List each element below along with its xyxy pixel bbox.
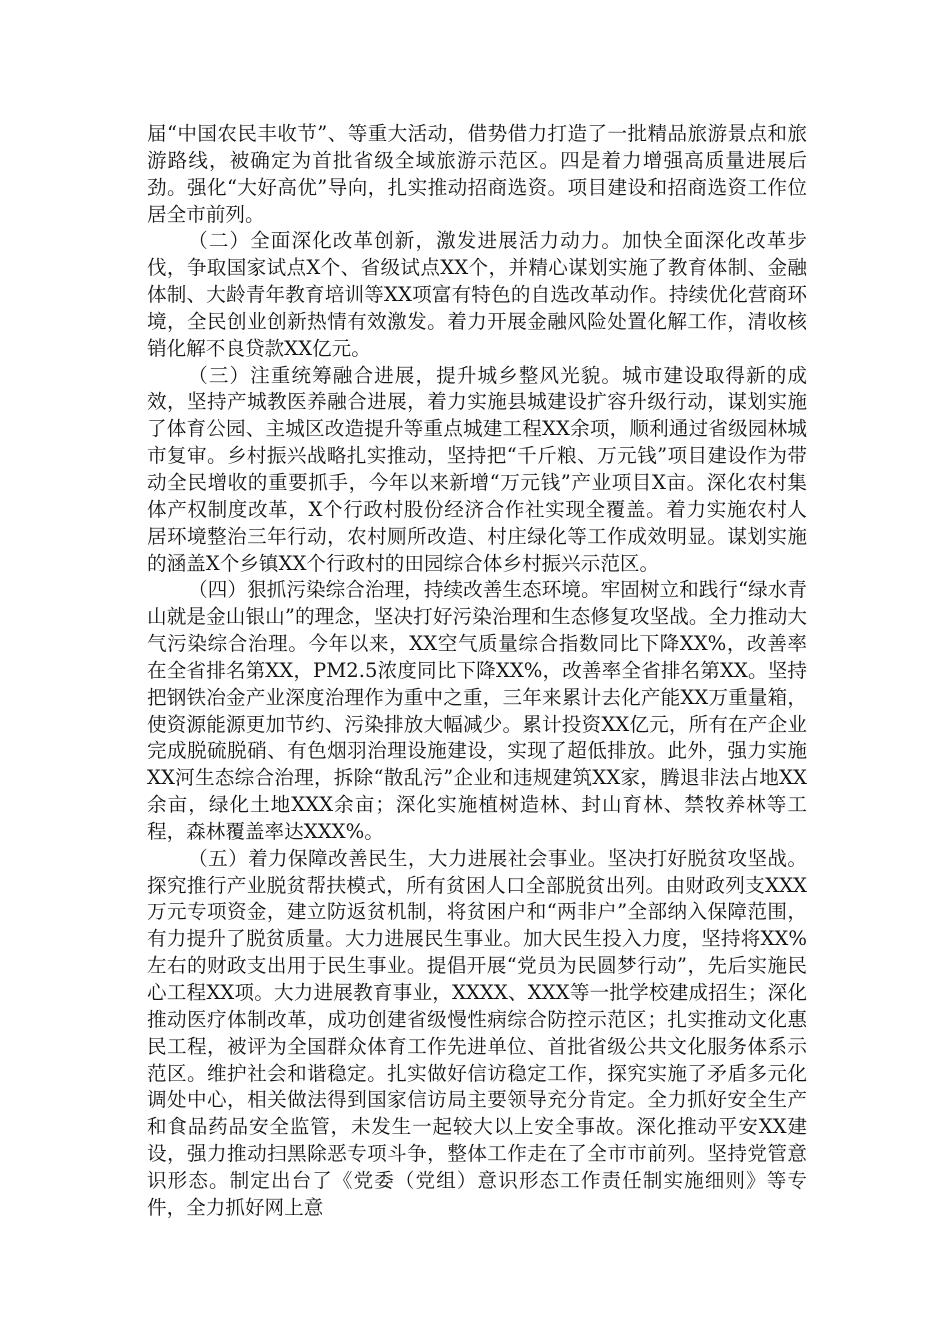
document-page	[147, 121, 807, 1222]
paragraph-continuation: 届“中国农民丰收节”、等重大活动，借势借力打造了一批精品旅游景点和旅游路线，被确定为首批省级全域旅游示范区。四是着力增强高质量进展后劲。强化“大好高优”导向，扎实推动招商选资。项目建设和招商选资工作位居全市前列。	[147, 122, 807, 226]
paragraph-environment: （四）狠抓污染综合治理，持续改善生态环境。牢固树立和践行“绿水青山就是金山银山”的理念，坚决打好污染治理和生态修复攻坚战。全力推动大气污染综合治理。今年以来，XX空气质量综合指数同比下降XX%，改善率在全省排名第XX，PM2.5浓度同比下降XX%，改善率全省排名第XX。坚持把钢铁冶金产业深度治理作为重中之重，三年来累计去化产能XX万重量箱，使资源能源更加节约、污染排放大幅减少。累计投资XX亿元，所有在产企业完成脱硫脱硝、有色烟羽治理设施建设，实现了超低排放。此外，强力实施XX河生态综合治理，拆除“散乱污”企业和违规建筑XX家，腾退非法占地XX余亩，绿化土地XXX余亩；深化实施植树造林、封山育林、禁牧养林等工程，森林覆盖率达XXX%。	[147, 578, 807, 843]
paragraph-urban-rural: （三）注重统筹融合进展，提升城乡整风光貌。城市建设取得新的成效，坚持产城教医养融合进展，着力实施县城建设扩容升级行动，谋划实施了体育公园、主城区改造提升等重点城建工程XX余项，顺利通过省级园林城市复审。乡村振兴战略扎实推动，坚持把“千斤粮、万元钱”项目建设作为带动全民增收的重要抓手，今年以来新增“万元钱”产业项目X亩。深化农村集体产权制度改革，X个行政村股份经济合作社实现全覆盖。着力实施农村人居环境整治三年行动，农村厕所改造、村庄绿化等工作成效明显。谋划实施的涵盖X个乡镇XX个行政村的田园综合体乡村振兴示范区。	[147, 363, 807, 575]
paragraph-livelihood: （五）着力保障改善民生，大力进展社会事业。坚决打好脱贫攻坚战。探究推行产业脱贫帮扶模式，所有贫困人口全部脱贫出列。由财政列支XXX万元专项资金，建立防返贫机制，将贫困户和“两非户”全部纳入保障范围，有力提升了脱贫质量。大力进展民生事业。加大民生投入力度，坚持将XX%左右的财政支出用于民生事业。提倡开展“党员为民圆梦行动”，先后实施民心工程XX项。大力进展教育事业，XXXX、XXX等一批学校建成招生；深化推动医疗体制改革，成功创建省级慢性病综合防控示范区；扎实推动文化惠民工程，被评为全国群众体育工作先进单位、首批省级公共文化服务体系示范区。维护社会和谐稳定。扎实做好信访稳定工作，探究实施了矛盾多元化调处中心，相关做法得到国家信访局主要领导充分肯定。全力抓好安全生产和食品药品安全监管，未发生一起较大以上安全事故。深化推动平安XX建设，强力推动扫黑除恶专项斗争，整体工作走在了全市市前列。坚持党管意识形态。制定出台了《党委（党组）意识形态工作责任制实施细则》等专件，全力抓好网上意	[147, 846, 807, 1219]
paragraph-reform: （二）全面深化改革创新，激发进展活力动力。加快全面深化改革步伐，争取国家试点X个、省级试点XX个，并精心谋划实施了教育体制、金融体制、大龄青年教育培训等XX项富有特色的自选改革动作。持续优化营商环境，全民创业创新热情有效激发。着力开展金融风险处置化解工作，清收核销化解不良贷款XX亿元。	[147, 229, 807, 360]
